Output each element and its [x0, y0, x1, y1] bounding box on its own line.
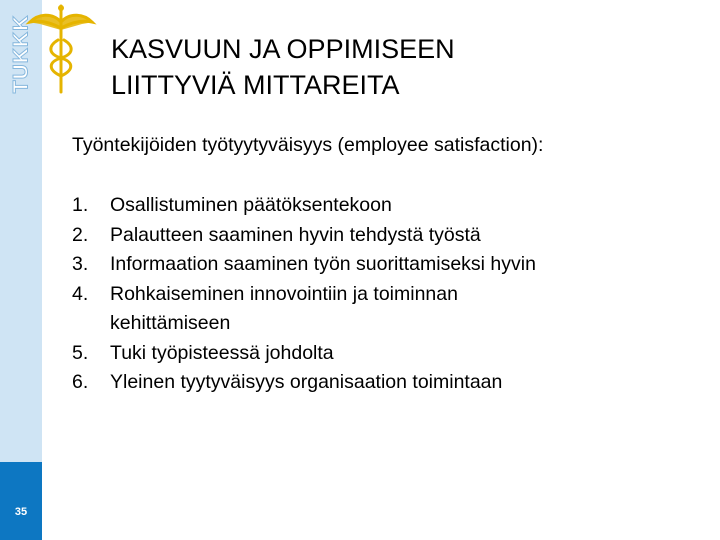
list-item-text: Tuki työpisteessä johdolta [110, 341, 334, 364]
list-item-number: 5. [72, 341, 89, 364]
page-title [111, 31, 455, 103]
list-item [72, 250, 536, 280]
page-number: 35 [14, 506, 28, 518]
sidebar-dark-band [0, 462, 42, 540]
list-item [72, 191, 536, 221]
list-item-number: 1. [72, 194, 89, 216]
list-item-text: Osallistuminen päätöksentekoon [110, 194, 392, 216]
satisfaction-list [72, 191, 536, 398]
list-item-number: 2. [72, 223, 89, 246]
list-item [72, 280, 536, 339]
list-item-number: 6. [72, 371, 89, 393]
logo-wordmark: TUKKK [9, 14, 32, 94]
list-item-text: Informaation saaminen työn suorittamiseksi hyvin [110, 253, 536, 275]
list-item-text-continuation: kehittämiseen [110, 312, 231, 334]
page-title-line-1: KASVUUN JA OPPIMISEEN [111, 34, 455, 64]
list-item-text: Palautteen saaminen hyvin tehdystä työstä [110, 223, 481, 246]
caduceus-icon [0, 0, 105, 95]
section-heading: Työntekijöiden työtyytyväisyys (employee satisfaction): [72, 134, 544, 156]
page-title-line-2: LIITTYVIÄ MITTAREITA [111, 70, 400, 100]
logo [0, 0, 105, 95]
list-item-number: 4. [72, 282, 89, 305]
list-item-number: 3. [72, 253, 89, 275]
list-item [72, 221, 536, 251]
list-item [72, 368, 536, 398]
list-item-text: Yleinen tyytyväisyys organisaation toimintaan [110, 371, 503, 393]
list-item-text: Rohkaiseminen innovointiin ja toiminnan [110, 282, 458, 305]
list-item [72, 339, 536, 369]
